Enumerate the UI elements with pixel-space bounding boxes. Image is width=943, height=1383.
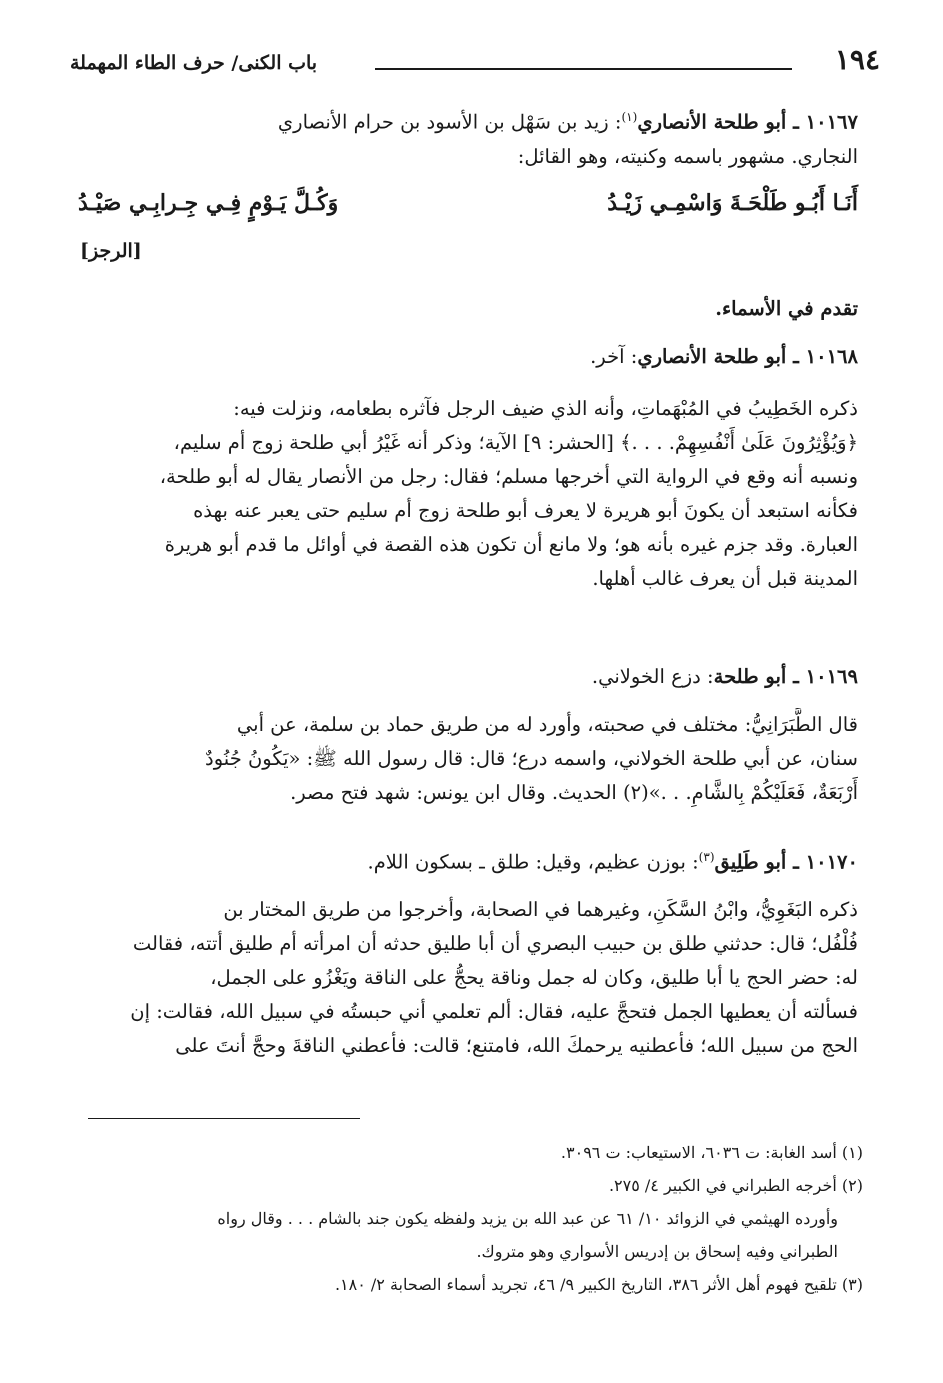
entry-10167-line-1 — [78, 100, 858, 140]
entry-10168 — [78, 340, 858, 374]
verse — [78, 190, 858, 230]
page-header — [70, 42, 880, 82]
entry-10169 — [78, 660, 858, 694]
entry-10168-line-6: المدينة قبل أن يعرف غالب أهلها. — [592, 567, 858, 590]
entry-10169-heading: ١٠١٦٩ ـ أبو طلحة — [713, 665, 858, 688]
entry-10168-line-4: فكأنه استبعد أن يكونَ أبو هريرة لا يعرف أبو طلحة زوج أم سليم حتى يعبر عنه بهذه — [193, 499, 858, 522]
entry-10170-line-4: فسألته أن يعطيها الجمل فتحجَّ عليه، فقال: ألم تعلمي أني حبستُه في سبيل الله، فقالت: إن — [130, 1000, 858, 1023]
header-rule — [375, 68, 792, 70]
entry-10168-heading: ١٠١٦٨ ـ أبو طلحة الأنصاري — [637, 345, 858, 368]
footnote-2-continuation-1: وأورده الهيثمي في الزوائد ١٠/ ٦١ عن عبد الله بن يزيد ولفظه يكون جند بالشام . . . وقال رواه — [217, 1209, 838, 1228]
entry-10168-body — [78, 392, 858, 596]
footnote-2: (٢) أخرجه الطبراني في الكبير ٤/ ٢٧٥. — [608, 1176, 863, 1195]
entry-10170-line-1: ذكره البَغَوِيُّ، وابْنُ السَّكَنِ، وغيرهما في الصحابة، وأخرجوا من طريق المختار بن — [223, 898, 858, 921]
entry-10169-line-1: قال الطَّبَرَانِيُّ: مختلف في صحبته، وأورد له من طريق حماد بن سلمة، عن أبي — [236, 713, 858, 736]
entry-10169-line-2: سنان، عن أبي طلحة الخولاني، واسمه درع؛ قال: قال رسول الله ﷺ: «يَكُونُ جُنُودٌ — [205, 747, 858, 770]
entry-10170-heading: ١٠١٧٠ ـ أبو طَلِيق — [714, 850, 858, 874]
entry-10170-heading-rest: : بوزن عظيم، وقيل: طلق ـ بسكون اللام. — [367, 850, 699, 874]
entry-10167-note — [78, 292, 858, 326]
entry-10170-body — [78, 893, 858, 1063]
entry-10169-body — [78, 708, 858, 810]
entry-10170 — [78, 840, 858, 880]
entry-10170-line-5: الحج من سبيل الله؛ فأعطنيه يرحمكَ الله، فامتنع؛ قالت: فأعطني الناقةَ وحجَّ أنتَ على — [175, 1034, 858, 1057]
entry-10170-heading-line — [78, 840, 858, 880]
entry-10168-line-2: ﴿وَيُؤْثِرُونَ عَلَىٰ أَنْفُسِهِمْ. . . .﴾ [الحشر: ٩] الآية؛ وذكر أنه غَيْرُ أبي طلحة زوج أم سليم، — [173, 431, 858, 454]
entry-10169-heading-rest: : دزع الخولاني. — [591, 665, 714, 688]
page-number: ١٩٤ — [834, 43, 880, 76]
entry-10170-line-3: له: حضر الحج يا أبا طليق، وكان له جمل وناقة يحجُّ على الناقة ويَغْزُو على الجمل، — [210, 966, 858, 989]
entry-10167-heading: ١٠١٦٧ ـ أبو طلحة الأنصاري — [637, 110, 858, 134]
entry-10168-line-3: ونسبه أنه وقع في الرواية التي أخرجها مسلم؛ فقال: رجل من الأنصار يقال له أبو طلحة، — [159, 465, 858, 488]
footnotes — [73, 1136, 863, 1301]
entry-10169-heading-line — [78, 660, 858, 694]
entry-10168-heading-line — [78, 340, 858, 374]
entry-10168-line-1: ذكره الخَطِيبُ في المُبْهَماتِ، وأنه الذي ضيف الرجل فآثره بطعامه، ونزلت فيه: — [233, 397, 858, 420]
footnote-2-continuation-2: الطبراني وفيه إسحاق بن إدريس الأسواري وهو متروك. — [476, 1242, 838, 1261]
footnote-separator — [88, 1118, 360, 1119]
entry-10167-text: : زيد بن سَهْل بن الأسود بن حرام الأنصاري — [277, 110, 622, 134]
entry-10168-line-5: العبارة. وقد جزم غيره بأنه هو؛ ولا مانع أن تكون هذه القصة في أوائل ما قدم أبو هريرة — [164, 533, 858, 556]
verse-first-hemistich: أَنَـا أَبُـو طَلْحَـةَ وَاسْمِـي زَيْـدُ — [607, 190, 858, 216]
entry-10168-heading-rest: : آخر. — [590, 345, 638, 368]
entry-10170-line-2: فُلْفُل؛ قال: حدثني طلق بن حبيب البصري أن أبا طليق حدثه أن امرأته أم طليق أتته، فقالت — [132, 932, 858, 955]
entry-10169-line-3: أَرْبَعَةٌ، فَعَلَيْكُمْ بِالشَّامِ. . .»(٢) الحديث. وقال ابن يونس: شهد فتح مصر. — [290, 781, 858, 804]
running-title: باب الكنى/ حرف الطاء المهملة — [70, 52, 318, 74]
footnote-ref-1[interactable]: (١) — [621, 110, 638, 124]
entry-10167-note-text: تقدم في الأسماء. — [715, 297, 858, 320]
entry-10167-line-2: النجاري. مشهور باسمه وكنيته، وهو القائل: — [517, 144, 858, 168]
verse-second-hemistich: وَكُـلَّ يَـوْمٍ فِـي جِـرابِـي صَيْـدُ — [78, 190, 339, 216]
entry-10167 — [78, 100, 858, 174]
verse-meter-label: [الرجز] — [80, 240, 142, 262]
footnote-ref-3[interactable]: (٣) — [698, 850, 715, 864]
footnote-3: (٣) تلقيح فهوم أهل الأثر ٣٨٦، التاريخ الكبير ٩/ ٤٦، تجريد أسماء الصحابة ٢/ ١٨٠. — [334, 1275, 863, 1294]
footnote-1: (١) أسد الغابة: ت ٦٠٣٦، الاستيعاب: ت ٣٠٩٦. — [560, 1143, 863, 1162]
